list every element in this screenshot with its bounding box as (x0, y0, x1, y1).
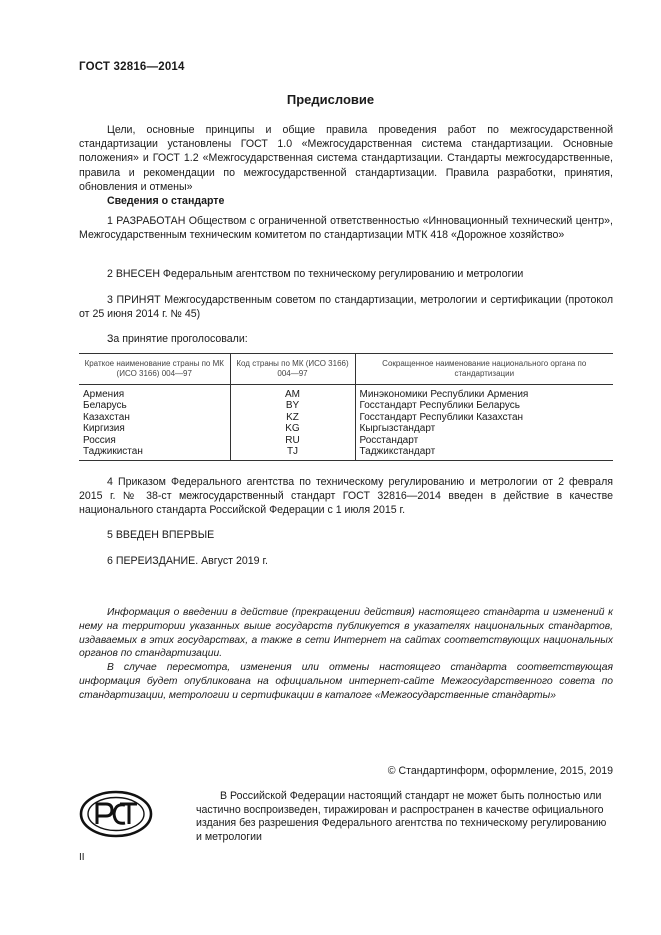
cell-code: KG (230, 423, 355, 434)
cell-body: Минэкономики Республики Армения (355, 385, 613, 401)
rf-copyright-notice (196, 790, 613, 844)
cell-country: Таджикистан (79, 446, 230, 461)
vote-label: За принятие проголосовали: (107, 333, 248, 345)
col-country-header: Краткое наименование страны по МК (ИСО 3166) 004—97 (79, 354, 230, 385)
table-row (79, 446, 613, 461)
cell-body: Таджикстандарт (355, 446, 613, 461)
page-number: II (79, 852, 85, 863)
rf-copyright-notice-text: В Российской Федерации настоящий стандарт не может быть полностью или частично воспроизведен, тиражирован и распространен в качестве официального издания без разрешения Федерального агентства по техническому регулированию и метрологии (196, 790, 607, 843)
item-3-text: 3 ПРИНЯТ Межгосударственным советом по стандартизации, метрологии и сертификации (протокол от 25 июня 2014 г. № 45) (79, 294, 613, 321)
info-note-1-text: Информация о введении в действие (прекращении действия) настоящего стандарта и изменений к нему на территории указанных выше государств публикуется в указателях национальных стандартов, издаваемых в этих государствах, а также в сети Интернет на сайтах соответствующих национальных органов по стандартизации. (79, 607, 613, 660)
item-6: 6 ПЕРЕИЗДАНИЕ. Август 2019 г. (107, 555, 268, 567)
table-row (79, 435, 613, 446)
cell-body: Кыргызстандарт (355, 423, 613, 434)
cell-country: Беларусь (83, 400, 127, 412)
cell-body: Госстандарт Республики Беларусь (355, 400, 613, 411)
cell-code: BY (230, 400, 355, 411)
cell-country: Армения (83, 389, 125, 400)
foreword-intro (79, 123, 613, 194)
cell-country: Киргизия (83, 423, 125, 435)
page-title: Предисловие (286, 92, 375, 107)
col-body-header: Сокращенное наименование национального органа по стандартизации (355, 354, 613, 385)
info-note-2-text: В случае пересмотра, изменения или отмены настоящего стандарта соответствующая информация будет опубликована на официальном интернет-сайте Межгосударственного совета по стандартизации, метрологии и сертификации в каталоге «Межгосударственные стандарты» (79, 662, 613, 701)
table-row (79, 385, 613, 401)
voting-table-header (79, 354, 613, 385)
cell-code: AM (230, 385, 355, 401)
copyright-line: © Стандартинформ, оформление, 2015, 2019 (387, 765, 613, 777)
cell-code: KZ (230, 412, 355, 423)
item-4-text: 4 Приказом Федерального агентства по техническому регулированию и метрологии от 2 февраля 2015 г. № 38-ст межгосударственный стандарт ГОСТ 32816—2014 введен в действие в качестве национального стандарта Российской Федерации с 1 июля 2015 г. (79, 476, 613, 517)
table-row (79, 400, 613, 411)
table-row (79, 423, 613, 434)
cell-country: Казахстан (83, 411, 130, 423)
section-heading: Сведения о стандарте (107, 195, 225, 207)
item-2 (79, 267, 613, 281)
item-1-text: 1 РАЗРАБОТАН Обществом с ограниченной ответственностью «Инновационный технический центр», Межгосударственным техническим комитетом по стандартизации МТК 418 «Дорожное хозяйство» (79, 215, 613, 242)
col-code-header: Код страны по МК (ИСО 3166) 004—97 (230, 354, 355, 385)
item-1 (79, 214, 613, 242)
voting-table (79, 353, 613, 461)
document-code-header: ГОСТ 32816—2014 (79, 61, 185, 73)
item-3 (79, 293, 613, 321)
table-row (79, 412, 613, 423)
cell-body: Росстандарт (355, 435, 613, 446)
rst-logo (79, 790, 153, 838)
cell-code: TJ (230, 446, 355, 461)
foreword-intro-text: Цели, основные принципы и общие правила проведения работ по межгосударственной стандартизации установлены ГОСТ 1.0 «Межгосударственная система стандартизации. Основные положения» и ГОСТ 1.2 «Межгосударственная система стандартизации. Стандарты межгосударственные, правила и рекомендации по межгосударственной стандартизации. Правила разработки, принятия, обновления и отмены» (79, 124, 613, 193)
info-note-1 (79, 606, 613, 661)
item-2-text: 2 ВНЕСЕН Федеральным агентством по техническому регулированию и метрологии (107, 268, 524, 280)
cell-country: Россия (83, 434, 116, 446)
cell-code: RU (230, 435, 355, 446)
rst-logo-icon (79, 790, 153, 838)
info-note-2 (79, 661, 613, 702)
cell-body: Госстандарт Республики Казахстан (355, 412, 613, 423)
item-5: 5 ВВЕДЕН ВПЕРВЫЕ (107, 529, 215, 541)
item-4 (79, 475, 613, 518)
